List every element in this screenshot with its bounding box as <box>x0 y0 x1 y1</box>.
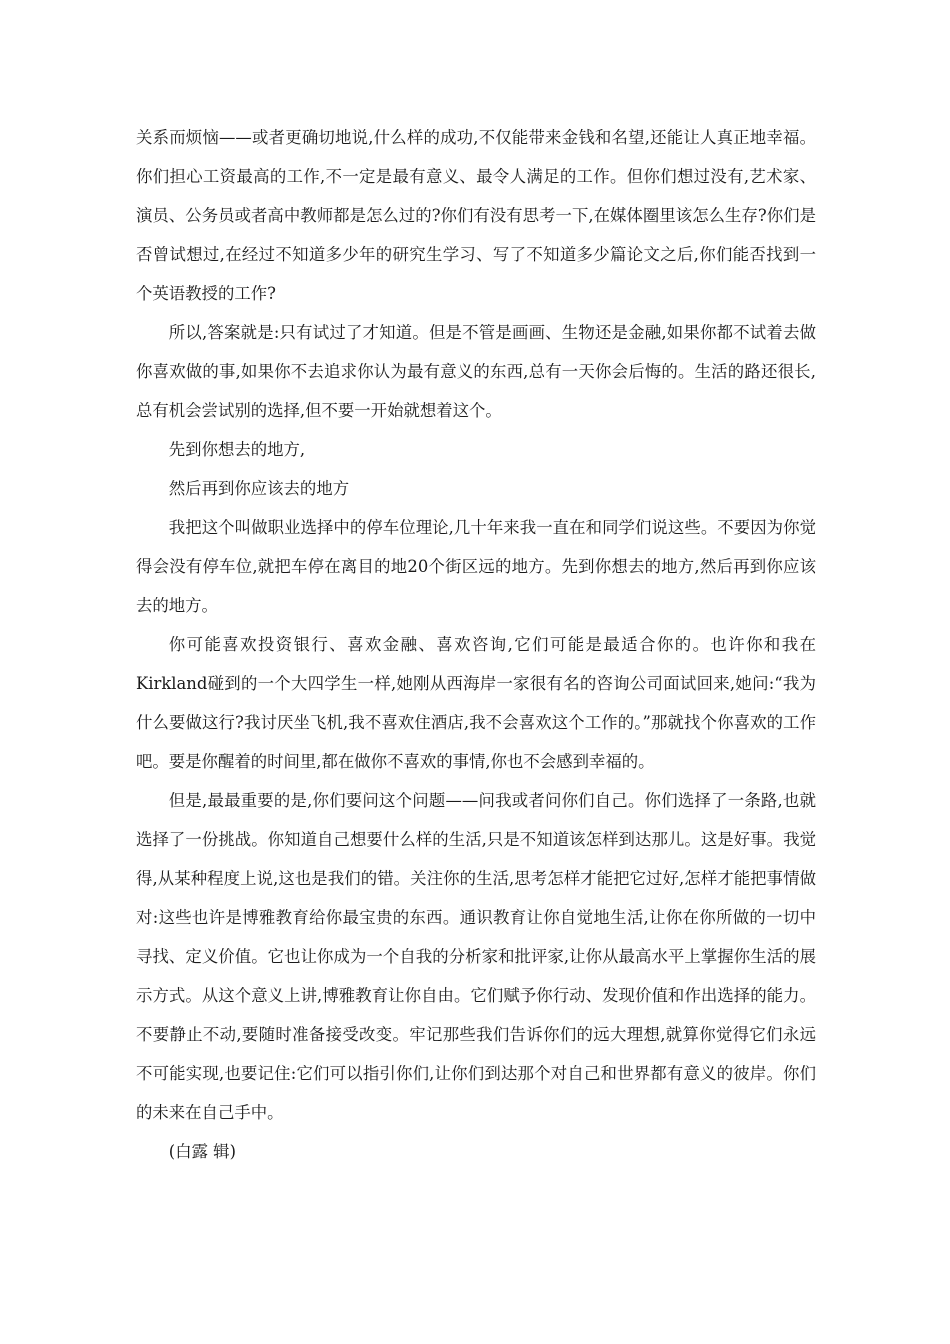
section-heading-line-2: 然后再到你应该去的地方 <box>168 479 350 498</box>
article-body <box>136 118 816 1171</box>
paragraph: 所以,答案就是:只有试过了才知道。但是不管是画画、生物还是金融,如果你都不试着去做你喜欢做的事,如果你不去追求你认为最有意义的东西,总有一天你会后悔的。生活的路还很长,总有机会尝试别的选择,但不要一开始就想着这个。 <box>136 323 816 420</box>
section-heading-line-1: 先到你想去的地方, <box>168 440 306 459</box>
paragraph: 但是,最最重要的是,你们要问这个问题——问我或者问你们自己。你们选择了一条路,也就选择了一份挑战。你知道自己想要什么样的生活,只是不知道该怎样到达那儿。这是好事。我觉得,从某种程度上说,这也是我们的错。关注你的生活,思考怎样才能把它过好,怎样才能把事情做对:这些也许是博雅教育给你最宝贵的东西。通识教育让你自觉地生活,让你在你所做的一切中寻找、定义价值。它也让你成为一个自我的分析家和批评家,让你从最高水平上掌握你生活的展示方式。从这个意义上讲,博雅教育让你自由。它们赋予你行动、发现价值和作出选择的能力。不要静止不动,要随时准备接受改变。牢记那些我们告诉你们的远大理想,就算你觉得它们永远不可能实现,也要记住:它们可以指引你们,让你们到达那个对自己和世界都有意义的彼岸。你们的未来在自己手中。 <box>136 791 816 1122</box>
paragraph: 你可能喜欢投资银行、喜欢金融、喜欢咨询,它们可能是最适合你的。也许你和我在Kirkland碰到的一个大四学生一样,她刚从西海岸一家很有名的咨询公司面试回来,她问:“我为什么要做这行?我讨厌坐飞机,我不喜欢住酒店,我不会喜欢这个工作的。”那就找个你喜欢的工作吧。要是你醒着的时间里,都在做你不喜欢的事情,你也不会感到幸福的。 <box>136 635 816 771</box>
paragraph: 我把这个叫做职业选择中的停车位理论,几十年来我一直在和同学们说这些。不要因为你觉得会没有停车位,就把车停在离目的地20个街区远的地方。先到你想去的地方,然后再到你应该去的地方。 <box>136 518 816 615</box>
editor-credit: (白露 辑) <box>168 1142 236 1161</box>
paragraph-continued: 关系而烦恼——或者更确切地说,什么样的成功,不仅能带来金钱和名望,还能让人真正地幸福。你们担心工资最高的工作,不一定是最有意义、最令人满足的工作。但你们想过没有,艺术家、演员、公务员或者高中教师都是怎么过的?你们有没有思考一下,在媒体圈里该怎么生存?你们是否曾试想过,在经过不知道多少年的研究生学习、写了不知道多少篇论文之后,你们能否找到一个英语教授的工作? <box>136 128 816 303</box>
